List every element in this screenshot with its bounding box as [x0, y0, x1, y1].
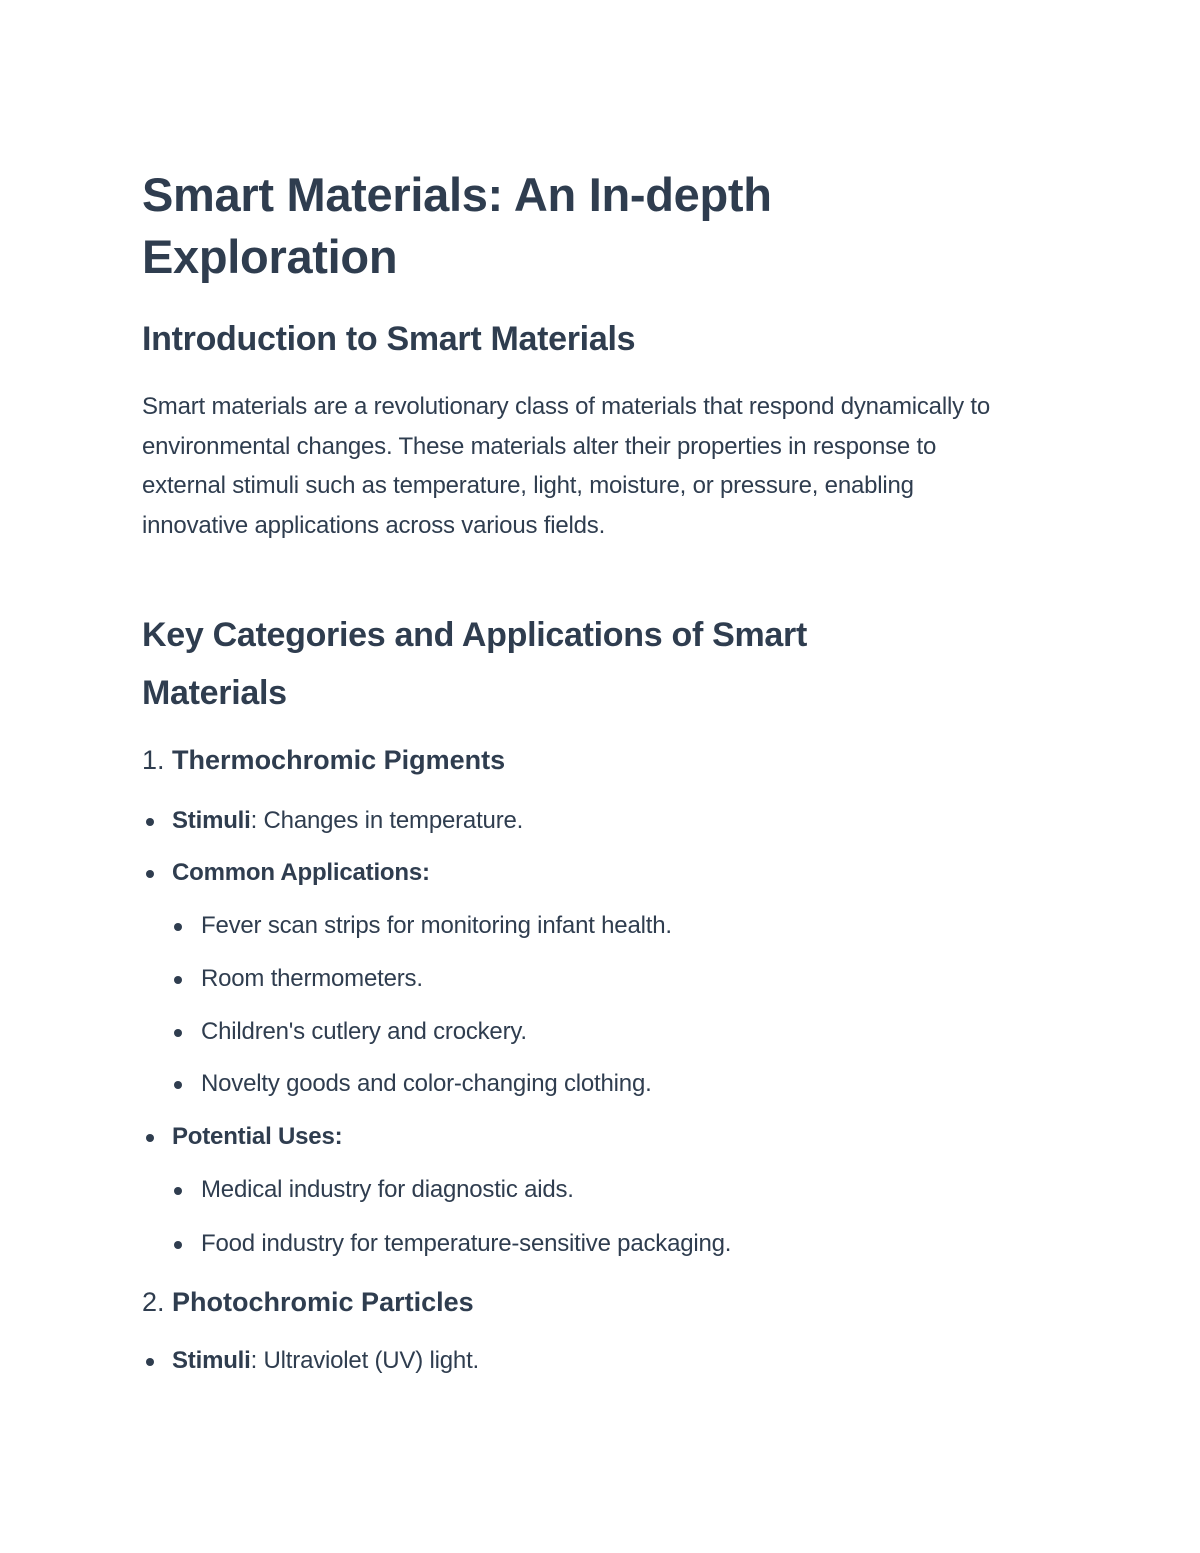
list-item-colon: : [334, 1123, 343, 1150]
page-title: Smart Materials: An In-depth Exploration [142, 168, 772, 283]
list-item-stimuli [172, 1344, 479, 1378]
section-heading-photochromic [142, 1284, 474, 1320]
bullet-icon [146, 818, 154, 826]
bullet-icon [146, 870, 154, 878]
section-name: Photochromic Particles [172, 1287, 474, 1317]
list-item-text: : Changes in temperature. [250, 807, 524, 834]
list-item-text: Food industry for temperature-sensitive packaging. [201, 1230, 732, 1257]
list-item-label: Stimuli [172, 807, 251, 834]
bullet-icon [174, 976, 182, 984]
bullet-icon [146, 1134, 154, 1142]
list-item-label: Potential Uses [172, 1123, 335, 1150]
list-item [201, 909, 672, 943]
list-item-text: Fever scan strips for monitoring infant health. [201, 912, 672, 939]
bullet-icon [174, 1187, 182, 1195]
list-item-common-applications [172, 856, 430, 890]
list-item-text: Medical industry for diagnostic aids. [201, 1176, 574, 1203]
section-number: 2. [142, 1287, 165, 1317]
intro-heading: Introduction to Smart Materials [142, 320, 636, 358]
list-item-potential-uses [172, 1120, 342, 1154]
section-heading-thermochromic [142, 742, 505, 778]
list-item [201, 1227, 731, 1261]
bullet-icon [174, 923, 182, 931]
list-item-label: Stimuli [172, 1347, 251, 1374]
section-name: Thermochromic Pigments [172, 745, 506, 775]
bullet-icon [174, 1029, 182, 1037]
list-item-text: Children's cutlery and crockery. [201, 1018, 527, 1045]
bullet-icon [146, 1358, 154, 1366]
list-item [201, 1173, 574, 1207]
bullet-icon [174, 1081, 182, 1089]
list-item-stimuli [172, 804, 523, 838]
list-item-label: Common Applications [172, 859, 422, 886]
section-number: 1. [142, 745, 165, 775]
list-item-text: Room thermometers. [201, 965, 423, 992]
list-item [201, 1067, 652, 1101]
categories-heading: Key Categories and Applications of Smart Materials [142, 616, 807, 712]
list-item [201, 962, 423, 996]
intro-paragraph: Smart materials are a revolutionary class of materials that respond dynamically to environmental changes. These materials alter their properties in response to external stimuli such as temperature, light, moisture, or pressure, enabling innovative applications across various fields. [142, 393, 990, 539]
list-item-colon: : [421, 859, 430, 886]
list-item-text: Novelty goods and color-changing clothing. [201, 1070, 652, 1097]
list-item [201, 1015, 527, 1049]
bullet-icon [174, 1241, 182, 1249]
list-item-text: : Ultraviolet (UV) light. [250, 1347, 480, 1374]
